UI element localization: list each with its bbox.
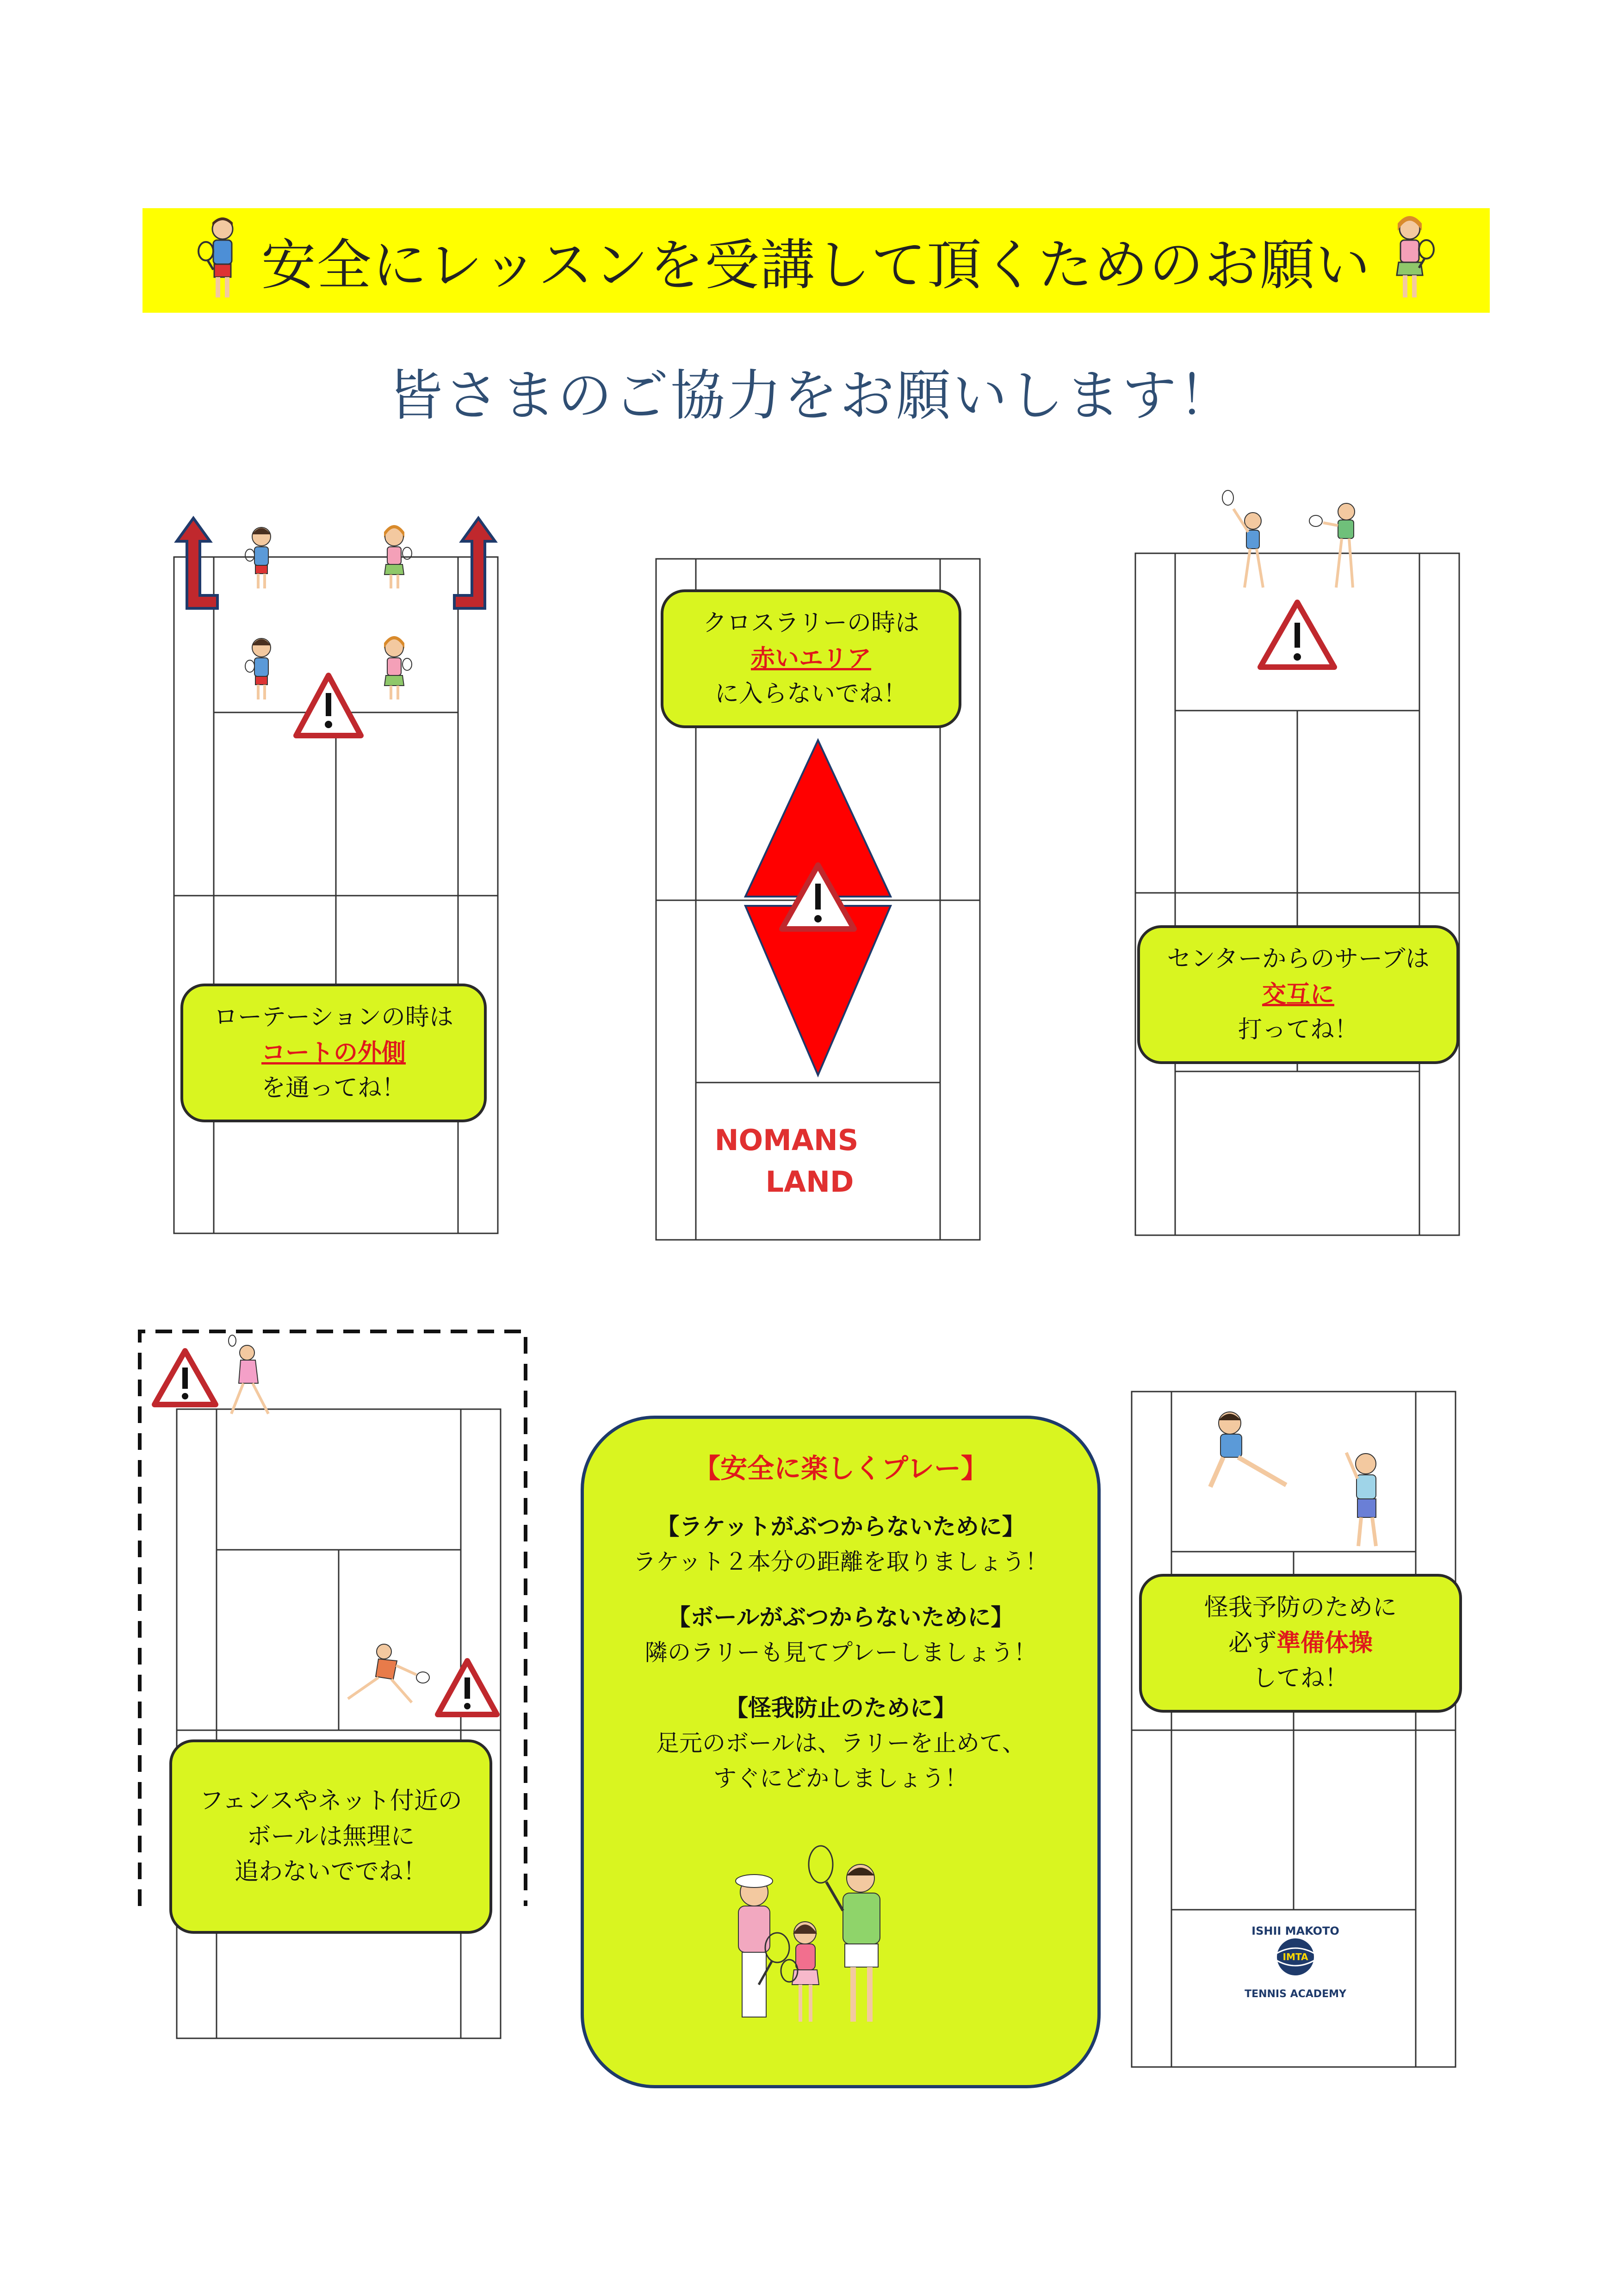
warning-icon bbox=[1260, 602, 1334, 667]
nomans-line1: NOMANS bbox=[714, 1123, 859, 1157]
panel6-highlight: 準備体操 bbox=[1276, 1629, 1373, 1657]
warning-icon bbox=[155, 1351, 216, 1405]
safety-rule-heading: 【怪我防止のために】 bbox=[725, 1695, 956, 1722]
panel3-highlight: 交互に bbox=[1262, 980, 1334, 1009]
academy-logo-center-text: IMTA bbox=[1282, 1951, 1308, 1962]
panel4-message-bubble bbox=[169, 1739, 492, 1934]
running-girl-player-icon bbox=[229, 1335, 268, 1414]
player-boy-icon bbox=[245, 527, 271, 588]
arrow-up-left-icon bbox=[177, 518, 217, 608]
stretching-girl-icon bbox=[1346, 1453, 1376, 1546]
panel1-line3: を通ってね！ bbox=[261, 1074, 406, 1102]
girl-player-icon bbox=[781, 1922, 819, 2022]
panel4-line3: 追わないででね！ bbox=[234, 1858, 427, 1886]
safety-rule-body: 隣のラリーも見てプレーしましょう！ bbox=[644, 1639, 1037, 1666]
nomans-land-label bbox=[708, 1120, 865, 1203]
panel4-line1: フェンスやネット付近の bbox=[199, 1787, 462, 1815]
page-title bbox=[139, 204, 1493, 317]
academy-logo-top-text: ISHII MAKOTO bbox=[1251, 1925, 1339, 1937]
safety-rule-3 bbox=[581, 1690, 1101, 1796]
panel3-line3: 打ってね！ bbox=[1238, 1016, 1358, 1044]
panel3-line1: センターからのサーブは bbox=[1167, 945, 1430, 973]
tennis-player-girl-icon bbox=[1382, 214, 1437, 307]
panel6-line2-prefix: 必ず bbox=[1228, 1629, 1276, 1657]
panel1-highlight: コートの外側 bbox=[261, 1039, 406, 1067]
panel2-message-bubble bbox=[661, 589, 961, 728]
tennis-court-diagram-1 bbox=[167, 509, 518, 1240]
panel6-line2 bbox=[1228, 1626, 1373, 1661]
page-subtitle: 皆さまのご協力をお願いします！ bbox=[388, 364, 1235, 427]
family-tennis-illustration bbox=[722, 1837, 916, 2040]
father-player-icon bbox=[809, 1846, 880, 2022]
server-player-icon-2 bbox=[1309, 503, 1355, 588]
arrow-up-right-icon bbox=[454, 518, 495, 608]
safety-rules-title: 【安全に楽しくプレー】 bbox=[694, 1453, 988, 1484]
panel6-message-bubble bbox=[1139, 1574, 1462, 1713]
academy-logo-bottom-text: TENNIS ACADEMY bbox=[1245, 1988, 1346, 2000]
player-boy-icon-2 bbox=[245, 638, 271, 699]
warning-icon bbox=[296, 675, 361, 736]
tennis-court-diagram-6 bbox=[1129, 1388, 1467, 2073]
tennis-court-diagram-3 bbox=[1129, 481, 1467, 1240]
safety-rule-heading: 【ラケットがぶつからないために】 bbox=[656, 1513, 1025, 1541]
safety-rule-heading: 【ボールがぶつからないために】 bbox=[667, 1604, 1014, 1631]
lunging-player-icon bbox=[348, 1644, 429, 1702]
panel6-line1: 怪我予防のために bbox=[1204, 1593, 1397, 1621]
panel2-line3: に入らないでね！ bbox=[714, 680, 907, 708]
nomans-line2: LAND bbox=[765, 1164, 854, 1199]
server-player-icon bbox=[1222, 490, 1263, 588]
stretching-boy-icon bbox=[1210, 1412, 1286, 1487]
safety-rule-body: 足元のボールは、ラリーを止めて、すぐにどかしましょう！ bbox=[656, 1730, 1025, 1792]
panel6-line3: してね！ bbox=[1252, 1665, 1349, 1693]
grandma-player-icon bbox=[736, 1875, 789, 2017]
tennis-player-boy-icon bbox=[195, 214, 250, 307]
safety-rules-content bbox=[581, 1448, 1101, 1796]
tennis-court-diagram-4 bbox=[134, 1323, 541, 2045]
panel2-highlight: 赤いエリア bbox=[750, 644, 871, 673]
safety-rule-body: ラケット２本分の距離を取りましょう！ bbox=[633, 1548, 1048, 1576]
page-title-text: 安全にレッスンを受講して頂くためのお願い bbox=[261, 233, 1371, 297]
safety-rule-1 bbox=[581, 1509, 1101, 1579]
player-girl-icon-2 bbox=[384, 636, 412, 699]
safety-rule-2 bbox=[581, 1600, 1101, 1670]
panel1-message-bubble bbox=[180, 984, 487, 1122]
panel3-message-bubble bbox=[1137, 925, 1459, 1064]
panel1-line1: ローテーションの時は bbox=[214, 1003, 453, 1031]
panel2-line1: クロスラリーの時は bbox=[702, 609, 919, 637]
warning-icon-2 bbox=[438, 1661, 497, 1714]
panel4-line2: ボールは無理に bbox=[247, 1822, 415, 1850]
